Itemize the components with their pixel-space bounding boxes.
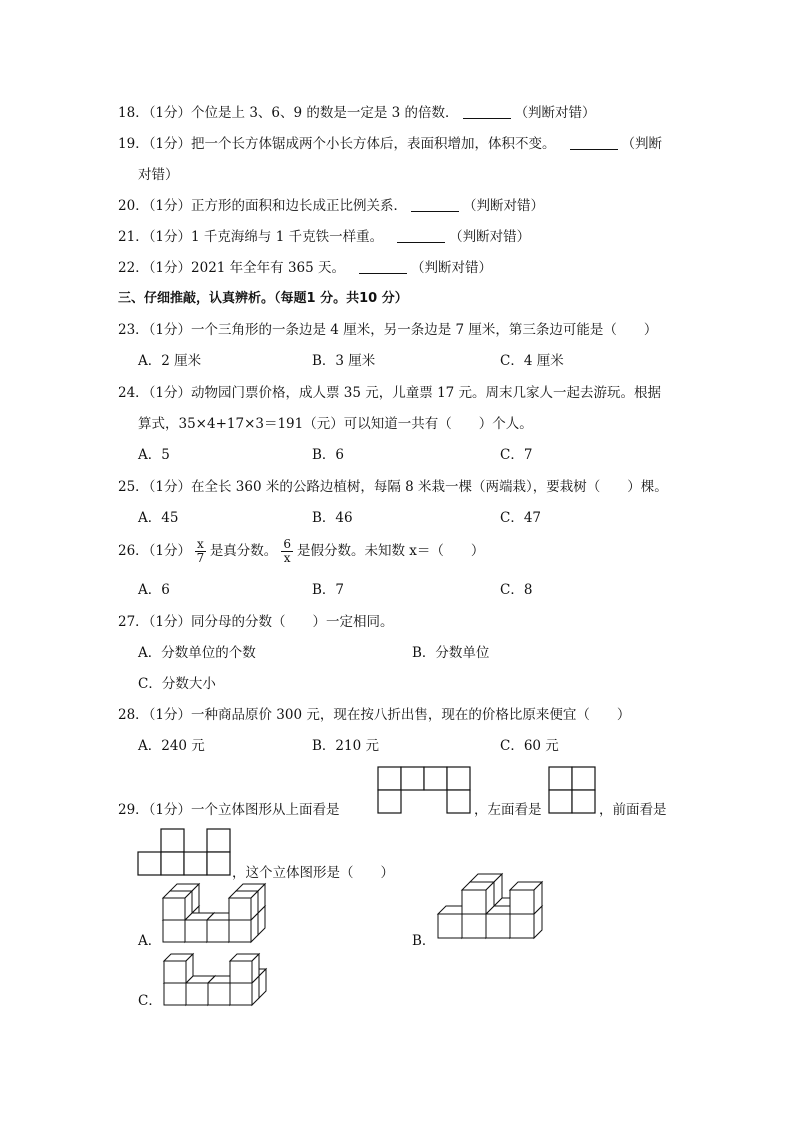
question-29-line2: ，这个立体图形是（ ） [232,865,394,881]
option-24-a[interactable]: A．5 [138,447,170,463]
question-18: 18．（1分）个位是上 3、6、9 的数是一定是 3 的倍数． （判断对错） [118,105,596,121]
cube-face [186,983,208,1005]
option-29-b[interactable]: B． [412,933,436,949]
option-b-cube-figure[interactable] [434,884,554,944]
question-22: 22．（1分）2021 年全年有 365 天。 （判断对错） [118,260,493,276]
question-28: 28．（1分）一种商品原价 300 元，现在按八折出售，现在的价格比原来便宜（ ） [118,707,631,723]
option-26-c[interactable]: C．8 [500,582,533,598]
option-25-b[interactable]: B．46 [312,510,353,526]
cube-face [229,920,251,942]
question-19: 19．（1分）把一个长方体锯成两个小长方体后，表面积增加，体积不变。 （判断 [118,136,663,152]
question-27: 27．（1分）同分母的分数（ ）一定相同。 [118,614,394,630]
option-24-c[interactable]: C．7 [500,447,533,463]
question-24-cont: 算式，35×4+17×3＝191（元）可以知道一共有（ ）个人。 [138,416,533,432]
cube-face [185,920,207,942]
option-23-b[interactable]: B．3 厘米 [312,353,376,369]
question-25: 25．（1分）在全长 360 米的公路边植树，每隔 8 米栽一棵（两端栽），要栽树（ ）棵。 [118,479,668,495]
cube-face [207,920,229,942]
fraction-6-over-x: $\frac{6}{x}$ [283,537,291,565]
section-heading: 三、仔细推敲，认真辨析。（每题1 分。共10 分） [118,291,408,306]
cube-face [510,890,534,914]
option-25-a[interactable]: A．45 [138,510,179,526]
cube-face [164,983,186,1005]
question-19-cont: 对错） [138,167,179,183]
cube-face [229,898,251,920]
front-view-diagram [138,829,232,877]
question-26: 26．（1分） $\frac{x}{7}$ 是真分数。 $\frac{6}{x}$ 是假分数。未知数 x＝（ ） [118,537,485,565]
cube-face [230,983,252,1005]
cube-face [163,898,185,920]
option-26-a[interactable]: A．6 [138,582,170,598]
option-24-b[interactable]: B．6 [312,447,345,463]
answer-blank-20[interactable] [411,197,459,212]
question-29-end: ，前面看是 [599,802,667,818]
question-20: 20．（1分）正方形的面积和边长成正比例关系． （判断对错） [118,198,545,214]
question-29-mid: ，左面看是 [474,802,542,818]
option-c-cube-figure[interactable] [158,950,278,1008]
option-27-c[interactable]: C．分数大小 [138,676,216,692]
answer-blank-22[interactable] [359,259,407,274]
cube-face [462,890,486,914]
left-view-diagram [549,767,597,815]
cube-face [462,914,486,938]
option-a-cube-figure[interactable] [155,887,265,943]
option-25-c[interactable]: C．47 [500,510,542,526]
option-28-c[interactable]: C．60 元 [500,738,559,754]
option-27-b[interactable]: B．分数单位 [412,645,490,661]
option-28-a[interactable]: A．240 元 [138,738,205,754]
answer-blank-18[interactable] [463,104,511,119]
option-23-c[interactable]: C．4 厘米 [500,353,564,369]
question-21: 21．（1分）1 千克海绵与 1 千克铁一样重。 （判断对错） [118,229,531,245]
option-29-c[interactable]: C． [138,993,162,1009]
cube-face [208,983,230,1005]
option-28-b[interactable]: B．210 元 [312,738,379,754]
answer-blank-21[interactable] [397,228,445,243]
option-27-a[interactable]: A．分数单位的个数 [138,645,256,661]
fraction-x-over-7: $\frac{x}{7}$ [196,537,205,565]
cube-face [486,914,510,938]
option-29-a[interactable]: A． [138,933,162,949]
option-23-a[interactable]: A．2 厘米 [138,353,202,369]
top-view-diagram [378,767,472,815]
cube-face [164,961,186,983]
cube-face [230,961,252,983]
cube-face [438,914,462,938]
option-26-b[interactable]: B．7 [312,582,345,598]
cube-face [163,920,185,942]
question-23: 23．（1分）一个三角形的一条边是 4 厘米，另一条边是 7 厘米，第三条边可能是（ ） [118,322,658,338]
answer-blank-19[interactable] [570,135,618,150]
question-24: 24．（1分）动物园门票价格，成人票 35 元，儿童票 17 元。周末几家人一起去游玩。根据 [118,385,662,401]
question-29: 29．（1分）一个立体图形从上面看是 [118,802,340,818]
cube-face [510,914,534,938]
